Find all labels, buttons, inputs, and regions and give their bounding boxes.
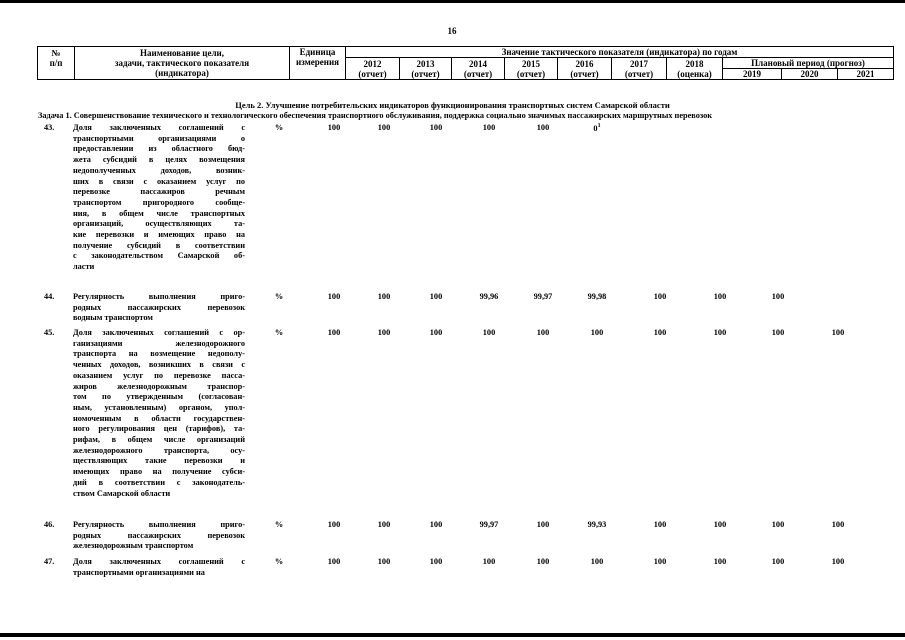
value-cell: 100: [653, 557, 667, 566]
indicator-name-line: предоставлении из областного бюд-: [73, 144, 245, 154]
value-cell: 100: [536, 520, 550, 529]
indicator-name-line: ществляющих такие перевозки и: [73, 456, 245, 466]
header-values-title: Значение тактического показателя (индикатора) по годам: [346, 47, 894, 58]
unit-cell: %: [274, 292, 284, 301]
indicator-name-line: железнодорожного транспорта, осу-: [73, 445, 245, 455]
indicator-name-line: Регулярность выполнения приго-: [73, 292, 245, 301]
unit-cell: %: [274, 328, 284, 337]
value-cell: 100: [377, 557, 391, 566]
value-cell: 100: [771, 292, 785, 301]
value-cell: 100: [482, 328, 496, 337]
indicator-name-line: организаций, осуществляющих та-: [73, 219, 245, 229]
row-number: 44.: [44, 292, 55, 301]
indicator-name-line: имеющих право на получение субси-: [73, 467, 245, 477]
goal-heading: Цель 2. Улучшение потребительских индикаторов функционирования транспортных систем Самарской области: [235, 100, 670, 110]
task-heading: Задача 1. Совершенствование технического и технологического обеспечения транспортного обслуживания, поддержка социально значимых пассажирских маршрутных перевозок: [38, 111, 713, 120]
value-cell: 99,98: [587, 292, 607, 301]
page-bottom-edge: [0, 633, 905, 637]
value-cell: 100: [831, 520, 845, 529]
indicator-name-line: дий в соответствии с законодатель-: [73, 477, 245, 487]
indicator-name-line: жета субсидий в целях возмещения: [73, 155, 245, 165]
value-cell: 100: [377, 328, 391, 337]
footnote-marker: 1: [597, 123, 601, 129]
value-cell: 100: [327, 557, 341, 566]
value-cell: 100: [327, 292, 341, 301]
header-plan-title: Плановый период (прогноз): [723, 58, 894, 69]
indicator-name-line: ших в связи с оказанием услуг по: [73, 176, 245, 186]
indicator-name-line: родных пассажирских перевозок: [73, 530, 245, 540]
indicator-name-line: том по утвержденным (согласован-: [73, 392, 245, 402]
value-cell: 99,97: [533, 292, 553, 301]
header-plan-2019: 2019: [723, 69, 782, 80]
value-cell: 100: [482, 557, 496, 566]
indicator-name-line: рифам, в общем числе организаций: [73, 435, 245, 445]
value-cell: 100: [771, 557, 785, 566]
header-year-2013: 2013 (отчет): [400, 58, 452, 80]
value-cell: 100: [482, 123, 496, 132]
value-cell: 100: [653, 520, 667, 529]
indicator-name-line: Регулярность выполнения приго-: [73, 520, 245, 529]
indicator-name-line: ласти: [73, 262, 95, 272]
header-year-2012: 2012 (отчет): [346, 58, 400, 80]
indicator-name-line: железнодорожным транспортом: [73, 541, 194, 551]
indicator-name-line: ного регулирования цен (тарифов), та-: [73, 424, 245, 434]
header-col-unit: Единица измерения: [290, 47, 346, 80]
row-number: 47.: [44, 557, 55, 566]
indicator-name-line: ния, в общем числе транспортных: [73, 208, 245, 218]
indicator-name-line: ченных доходов, возникших в связи с: [73, 360, 245, 370]
value-cell: 100: [653, 292, 667, 301]
value-cell: 100: [327, 520, 341, 529]
header-year-2018: 2018 (оценка): [667, 58, 723, 80]
indicator-name-line: оказанием услуг по перевозке пасса-: [73, 370, 245, 380]
indicator-name: [73, 328, 245, 499]
value-cell: 100: [327, 123, 341, 132]
indicator-name: [73, 520, 245, 552]
row-number: 43.: [44, 123, 55, 132]
header-year-2016: 2016 (отчет): [558, 58, 612, 80]
value-cell: 99,97: [479, 520, 499, 529]
value-cell: $0^1$: [593, 123, 601, 133]
value-cell: 100: [429, 328, 443, 337]
header-plan-2020: 2020: [782, 69, 838, 80]
value-cell: 100: [653, 328, 667, 337]
unit-cell: %: [274, 520, 284, 529]
value-cell: 100: [377, 123, 391, 132]
value-cell: 100: [536, 557, 550, 566]
indicator-name-line: транспорта на возмещение недополу-: [73, 349, 245, 359]
indicator-name-line: родных пассажирских перевозок: [73, 302, 245, 312]
value-cell: 100: [831, 328, 845, 337]
header-col-name: Наименование цели, задачи, тактического показателя (индикатора): [75, 47, 290, 80]
indicator-name: [73, 557, 245, 578]
indicator-name-line: Доля заключенных соглашений с ор-: [73, 328, 245, 337]
indicator-name-line: ным, установленным) органом, упол-: [73, 402, 245, 412]
value-cell: 100: [713, 520, 727, 529]
header-plan-2021: 2021: [838, 69, 894, 80]
indicator-name-line: получение субсидий в соответствии: [73, 240, 245, 250]
value-cell: 100: [327, 328, 341, 337]
indicator-name-line: водным транспортом: [73, 313, 153, 323]
header-year-2014: 2014 (отчет): [452, 58, 505, 80]
value-cell: 100: [771, 328, 785, 337]
indicator-name: [73, 292, 245, 324]
value-cell: 100: [771, 520, 785, 529]
page-top-edge: [0, 0, 905, 3]
value-cell: 100: [429, 520, 443, 529]
indicator-name-line: номоченным в области государствен-: [73, 413, 245, 423]
indicator-name-line: Доля заключенных соглашений с: [73, 557, 245, 566]
value-cell: 99,96: [479, 292, 499, 301]
header-year-2015: 2015 (отчет): [505, 58, 558, 80]
value-cell: 100: [377, 292, 391, 301]
value-cell: 100: [429, 123, 443, 132]
indicator-name-line: кие перевозки и имеющих право на: [73, 230, 245, 240]
indicator-name-line: недополученных доходов, возник-: [73, 165, 245, 175]
value-cell: 100: [377, 520, 391, 529]
value-cell: 99,93: [587, 520, 607, 529]
row-number: 45.: [44, 328, 55, 337]
row-number: 46.: [44, 520, 55, 529]
indicator-name-line: ганизациями железнодорожного: [73, 338, 245, 348]
page-number: 16: [447, 26, 457, 36]
indicator-name-line: ством Самарской области: [73, 488, 171, 498]
value-cell: 100: [713, 292, 727, 301]
indicator-name-line: транспортными организациями на: [73, 567, 205, 577]
indicator-name-line: транспортными организациями о: [73, 133, 245, 143]
table-header: [37, 46, 894, 80]
value-cell: 100: [590, 328, 604, 337]
indicator-name-line: жиров железнодорожным транспор-: [73, 381, 245, 391]
indicator-name-line: транспортом пригородного сообще-: [73, 197, 245, 207]
value-cell: 100: [713, 557, 727, 566]
value-cell: 100: [713, 328, 727, 337]
unit-cell: %: [274, 557, 284, 566]
value-cell: 100: [429, 292, 443, 301]
value-cell: 100: [536, 123, 550, 132]
unit-cell: %: [274, 123, 284, 132]
header-year-2017: 2017 (отчет): [612, 58, 667, 80]
indicator-name-line: с законодательством Самарской об-: [73, 251, 245, 261]
value-cell: 100: [429, 557, 443, 566]
indicator-name: [73, 123, 245, 273]
value-cell: 100: [536, 328, 550, 337]
header-col-num: № п/п: [38, 47, 75, 80]
indicator-name-line: Доля заключенных соглашений с: [73, 123, 245, 132]
value-cell: 100: [831, 557, 845, 566]
value-cell: 100: [590, 557, 604, 566]
indicator-name-line: перевозке пассажиров речным: [73, 187, 245, 197]
